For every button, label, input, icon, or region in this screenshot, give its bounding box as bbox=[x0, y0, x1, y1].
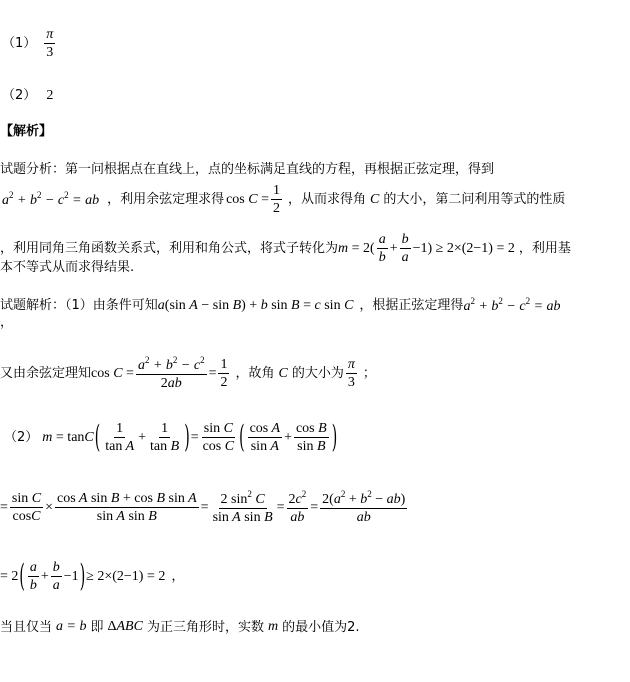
solution-text-6b: 即 bbox=[90, 619, 104, 635]
analysis-line-4: 本不等式从而求得结果. bbox=[0, 260, 135, 275]
solution-text-6a: 当且仅当 bbox=[0, 619, 53, 635]
solution-line-1-comma: ， bbox=[0, 315, 14, 330]
answer-1-fraction: $\frac{\pi}{3}$ bbox=[46, 27, 54, 61]
solution-line-5 bbox=[0, 560, 184, 594]
pi-over-three: $\frac{\pi}{3}$ bbox=[347, 357, 355, 391]
m-tan-formula: m = tan C ( $\frac{1}{\text{tan A}}$ + $\frac{1}{\text{tan B}}$ ) = $\frac{\text{sin C}}{\text{cos C}}$ ( $\frac{\text{cos A}}{\text{sin A}}$ + $\frac{\text{cos B}}{\text{sin B}}$ ) bbox=[42, 420, 338, 456]
solution-line-2 bbox=[0, 356, 376, 392]
analysis-line-2 bbox=[2, 183, 565, 217]
triangle-abc: ΔABC bbox=[107, 619, 143, 634]
solution-line-4 bbox=[0, 490, 409, 526]
cos-c-formula: cos C = $\frac{a^2 + b^2 - c^2}{2ab}$ = $\frac{1}{2}$ bbox=[91, 355, 228, 392]
condition-equation: a(sin A − sin B) + b sin B = c sin C bbox=[157, 297, 354, 313]
analysis-text-3: ，利用同角三角函数关系式，利用和角公式，将式子转化为 bbox=[0, 241, 339, 257]
solution-angle-c: C bbox=[278, 365, 288, 381]
answer-1 bbox=[2, 27, 57, 61]
analysis-text-end-a: ，从而求得角 bbox=[288, 192, 367, 208]
solution-text-6c: 为正三角形时，实数 bbox=[146, 619, 264, 635]
solution-line-6 bbox=[0, 620, 360, 634]
analysis-text-end-b: 的大小，第二问利用等式的性质 bbox=[383, 192, 566, 208]
solution-text-2-mid: ，故角 bbox=[235, 366, 275, 382]
analysis-text-mid: ，利用余弦定理求得 bbox=[107, 192, 225, 208]
analysis-line-1: 试题分析：第一问根据点在直线上，点的坐标满足直线的方程，再根据正弦定理，得到 bbox=[0, 162, 495, 177]
solution-text-6d: 的最小值为2. bbox=[282, 619, 360, 635]
solution-text-1-mid: ，根据正弦定理得 bbox=[359, 298, 464, 313]
analysis-text-3-end: ，利用基 bbox=[518, 241, 571, 257]
solution-text-2-end: ； bbox=[362, 366, 376, 382]
answer-2 bbox=[2, 89, 53, 103]
solution-line-1 bbox=[0, 297, 561, 314]
solution-text-1: 试题解析：（1）由条件可知 bbox=[0, 298, 158, 313]
answer-2-value: 2 bbox=[46, 88, 54, 103]
solution-text-2-mid2: 的大小为 bbox=[291, 366, 344, 382]
solution-text-5-end: ， bbox=[171, 569, 185, 585]
inequality-result: = 2 ( $\frac{a}{b}$ + $\frac{b}{a}$ −1 ) ≥ 2×(2−1) = 2 bbox=[0, 559, 166, 595]
answer-2-label: （2） bbox=[2, 88, 37, 103]
answer-1-label: （1） bbox=[2, 36, 37, 52]
equality-condition: a = b bbox=[56, 619, 87, 634]
m-transform-formula: m = 2( $\frac{a}{b}$ + $\frac{b}{a}$ −1) ≥ 2×(2−1) = 2 bbox=[338, 232, 515, 266]
m-simplification: = $\frac{\text{sin C}}{\cos C}$ × $\frac{\text{cos A sin B + cos B sin A}}{\text{sin A sin B}}$ = $\frac{2 \sin^2 C}{\text{sin A sin B}}$ = $\frac{2c^2}{ab}$ = $\frac{2(a^2 + b^2 - ab)}{ab}$ bbox=[0, 489, 406, 526]
cos-c-label: cos C = bbox=[226, 191, 270, 207]
sine-law-result: $a^2 + b^2 - c^2$ = ab bbox=[463, 296, 561, 314]
solution-text-3: （2） bbox=[4, 430, 39, 446]
solution-text-2: 又由余弦定理知 bbox=[0, 366, 92, 382]
angle-c-symbol: C bbox=[370, 191, 380, 207]
solution-line-3 bbox=[4, 421, 338, 455]
analysis-header: 【解析】 bbox=[0, 124, 53, 139]
law-of-cosines-identity: $a^2 + b^2 - c^2$ = ab bbox=[2, 190, 100, 209]
cos-c-fraction: $\frac{1}{2}$ bbox=[273, 183, 281, 217]
variable-m: m bbox=[267, 619, 279, 634]
